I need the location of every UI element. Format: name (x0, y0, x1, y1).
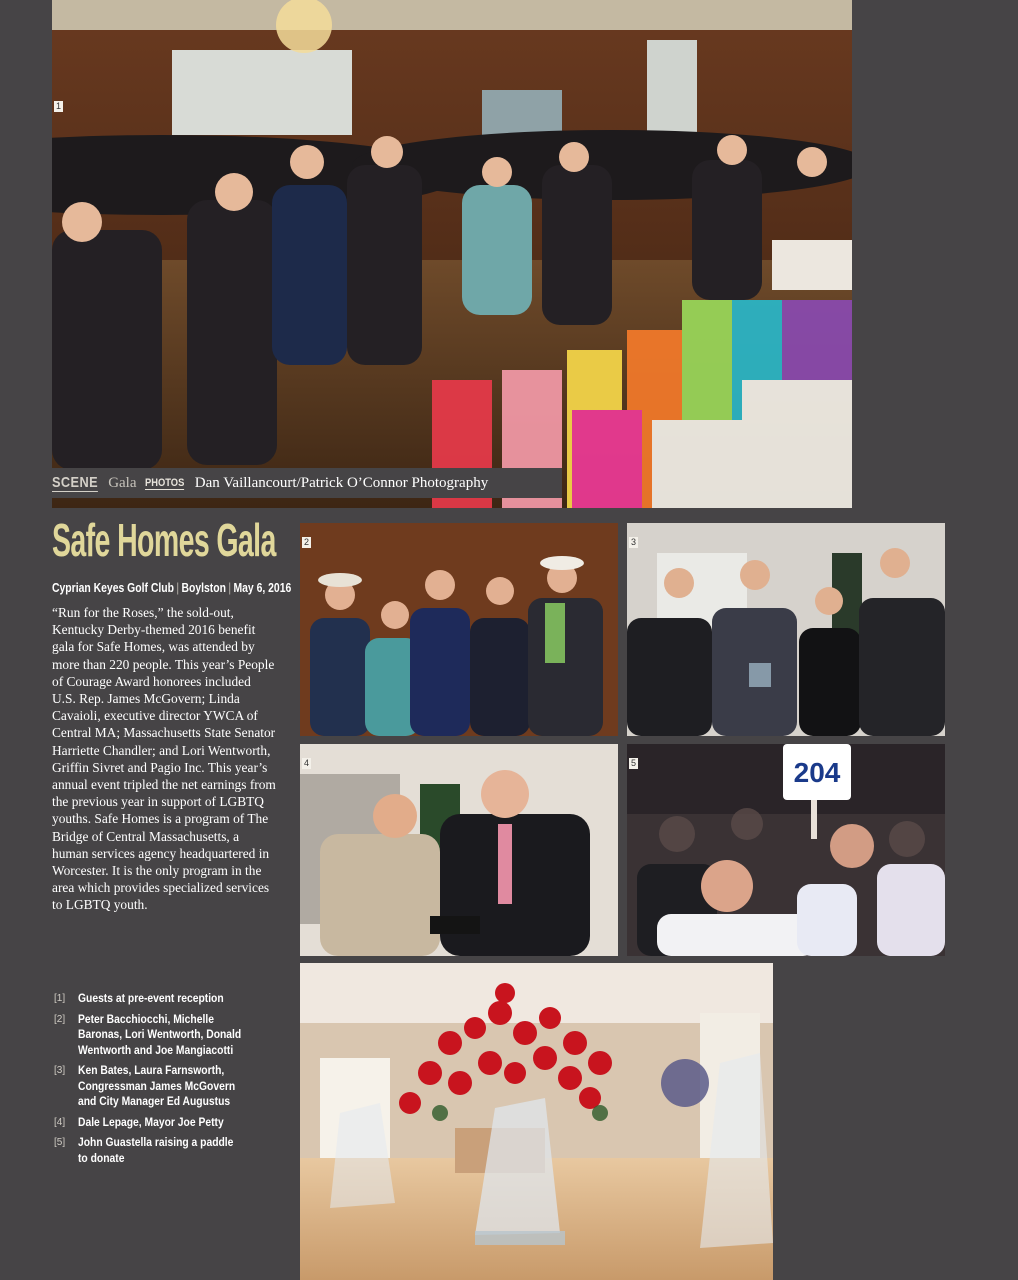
caption-number: [4] (54, 1116, 66, 1128)
event-date: May 6, 2016 (233, 580, 292, 595)
caption-item (54, 1012, 294, 1059)
caption-item (54, 1115, 294, 1131)
caption-item (54, 1135, 294, 1166)
photo-credit (52, 468, 562, 498)
photo-number: 1 (55, 101, 61, 111)
dateline: Cyprian Keyes Golf Club | Boylston | May 6, 2016 (52, 580, 292, 595)
caption-text: John Guastella raising a paddle to donate (78, 1135, 234, 1165)
paddle-raise-image (627, 744, 945, 956)
caption-item (54, 991, 294, 1007)
category-label: Gala (108, 474, 137, 491)
caption-text: Ken Bates, Laura Farnsworth, Congressman James McGovern and City Manager Ed Augustus (78, 1063, 236, 1108)
caption-list (54, 991, 294, 1171)
caption-text: Dale Lepage, Mayor Joe Petty (78, 1114, 224, 1129)
group-five-image (300, 523, 618, 736)
caption-text: Guests at pre-event reception (78, 991, 224, 1005)
honorees-image (627, 523, 945, 736)
photo-honorees (627, 523, 945, 736)
photo-paddle-raise (627, 744, 945, 956)
photo-number: 5 (630, 758, 636, 768)
caption-number: [3] (54, 1065, 66, 1076)
caption-number: [5] (54, 1137, 66, 1148)
handshake-image (300, 744, 618, 956)
photo-number: 4 (303, 758, 309, 768)
caption-text: Peter Bacchiocchi, Michelle Baronas, Lori Wentworth, Donald Wentworth and Joe Mangiacotti (78, 1011, 242, 1057)
paddle-number: 204 (793, 757, 841, 788)
headline: Safe Homes Gala (52, 514, 276, 566)
photo-number: 3 (630, 537, 636, 547)
venue: Cyprian Keyes Golf Club (52, 580, 174, 595)
award-table-image (300, 963, 773, 1280)
photographer-name: Dan Vaillancourt/Patrick O’Connor Photography (194, 474, 489, 491)
photo-group-five (300, 523, 618, 736)
photo-reception (52, 0, 852, 508)
section-label: SCENE (52, 474, 99, 491)
caption-number: [1] (54, 993, 66, 1004)
caption-item (54, 1063, 294, 1110)
reception-image (52, 0, 852, 508)
photos-label: PHOTOS (144, 476, 184, 489)
town: Boylston (181, 580, 226, 595)
photo-number: 2 (303, 537, 309, 547)
caption-number: [2] (54, 1013, 66, 1025)
photo-handshake (300, 744, 618, 956)
article-body: “Run for the Roses,” the sold-out, Kentucky Derby-themed 2016 benefit gala for Safe Homes, was attended by more than 220 people. This year’s People of Courage Award honorees included U.S. Rep. James McGovern; Linda Cavaioli, executive director YWCA of Central MA; Massachusetts State Senator Harriette Chandler; and Lori Wentworth, Griffin Sivret and Pagio Inc. This year’s annual event tripled the net earnings from the previous year in support of LGBTQ youths. Safe Homes is a program of The Bridge of Central Massachusetts, a human services agency headquartered in Worcester. It is the only program in the area which provides specialized services to LGBTQ youth. (52, 605, 276, 913)
photo-award-table (300, 963, 773, 1280)
